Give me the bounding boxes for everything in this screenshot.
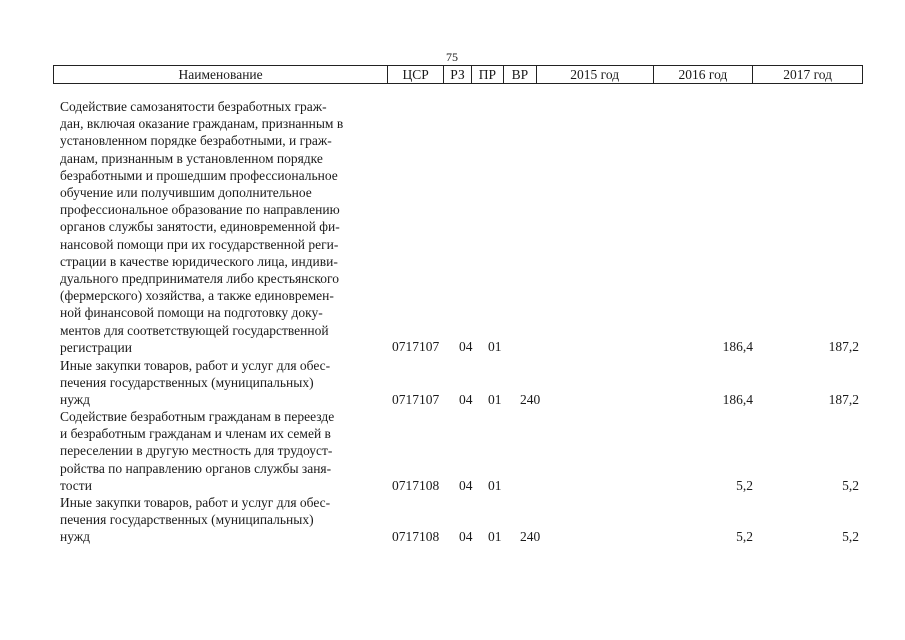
header-year-2017: 2017 год [783, 67, 833, 82]
row-year-2017: 5,2 [842, 478, 859, 493]
page-number: 75 [446, 50, 458, 64]
row-rz: 04 [459, 478, 473, 493]
row-year-2017: 187,2 [828, 339, 859, 354]
row-year-2016: 5,2 [736, 529, 753, 544]
row-year-2017: 187,2 [828, 392, 859, 407]
row-values [0, 338, 905, 355]
row-year-2016: 5,2 [736, 478, 753, 493]
row-pr: 01 [488, 392, 502, 407]
header-vr: ВР [504, 66, 537, 83]
header-pr: ПР [472, 66, 504, 83]
row-values [0, 477, 905, 494]
row-values [0, 391, 905, 408]
row-csr: 0717108 [392, 529, 440, 544]
header-rz: РЗ [444, 66, 472, 83]
header-csr: ЦСР [388, 66, 444, 83]
row-year-2016: 186,4 [722, 392, 753, 407]
row-name: Иные закупки товаров, работ и услуг для обес- печения государственных (муниципальных) нужд [60, 495, 331, 545]
row-rz: 04 [459, 529, 473, 544]
row-values [0, 528, 905, 545]
header-name: Наименование [54, 66, 388, 83]
row-csr: 0717108 [392, 478, 440, 493]
header-year-2015: 2015 год [537, 66, 654, 83]
row-vr: 240 [520, 529, 541, 544]
row-name: Содействие безработным гражданам в переезде и безработным гражданам и членам их семей в переселении в другую местность для трудоуст- ройства по направлению органов службы заня- тости [60, 409, 335, 493]
row-pr: 01 [488, 339, 502, 354]
row-year-2016: 186,4 [722, 339, 753, 354]
row-rz: 04 [459, 392, 473, 407]
row-csr: 0717107 [392, 339, 440, 354]
row-pr: 01 [488, 529, 502, 544]
row-pr: 01 [488, 478, 502, 493]
row-name: Иные закупки товаров, работ и услуг для обес- печения государственных (муниципальных) нужд [60, 358, 331, 408]
row-csr: 0717107 [392, 392, 440, 407]
row-vr: 240 [520, 392, 541, 407]
row-rz: 04 [459, 339, 473, 354]
row-year-2017: 5,2 [842, 529, 859, 544]
row-name: Содействие самозанятости безработных граж- дан, включая оказание гражданам, признанным в установленном порядке безработными, и граж- данам, признанным в установленном порядке безработными и прошедшим профессиональное обучение или получившим дополнительное профессиональное образование по направлению органов службы занятости, единовременной фи- нансовой помощи при их государственной реги- страции в качестве юридического лица, индиви- дуального предпринимателя либо крестьянского (фермерского) хозяйства, а также единовремен- ной финансовой помощи на подготовку доку- ментов для соответствующей государственной регистрации [60, 99, 344, 355]
header-year-2016: 2016 год [654, 66, 754, 83]
